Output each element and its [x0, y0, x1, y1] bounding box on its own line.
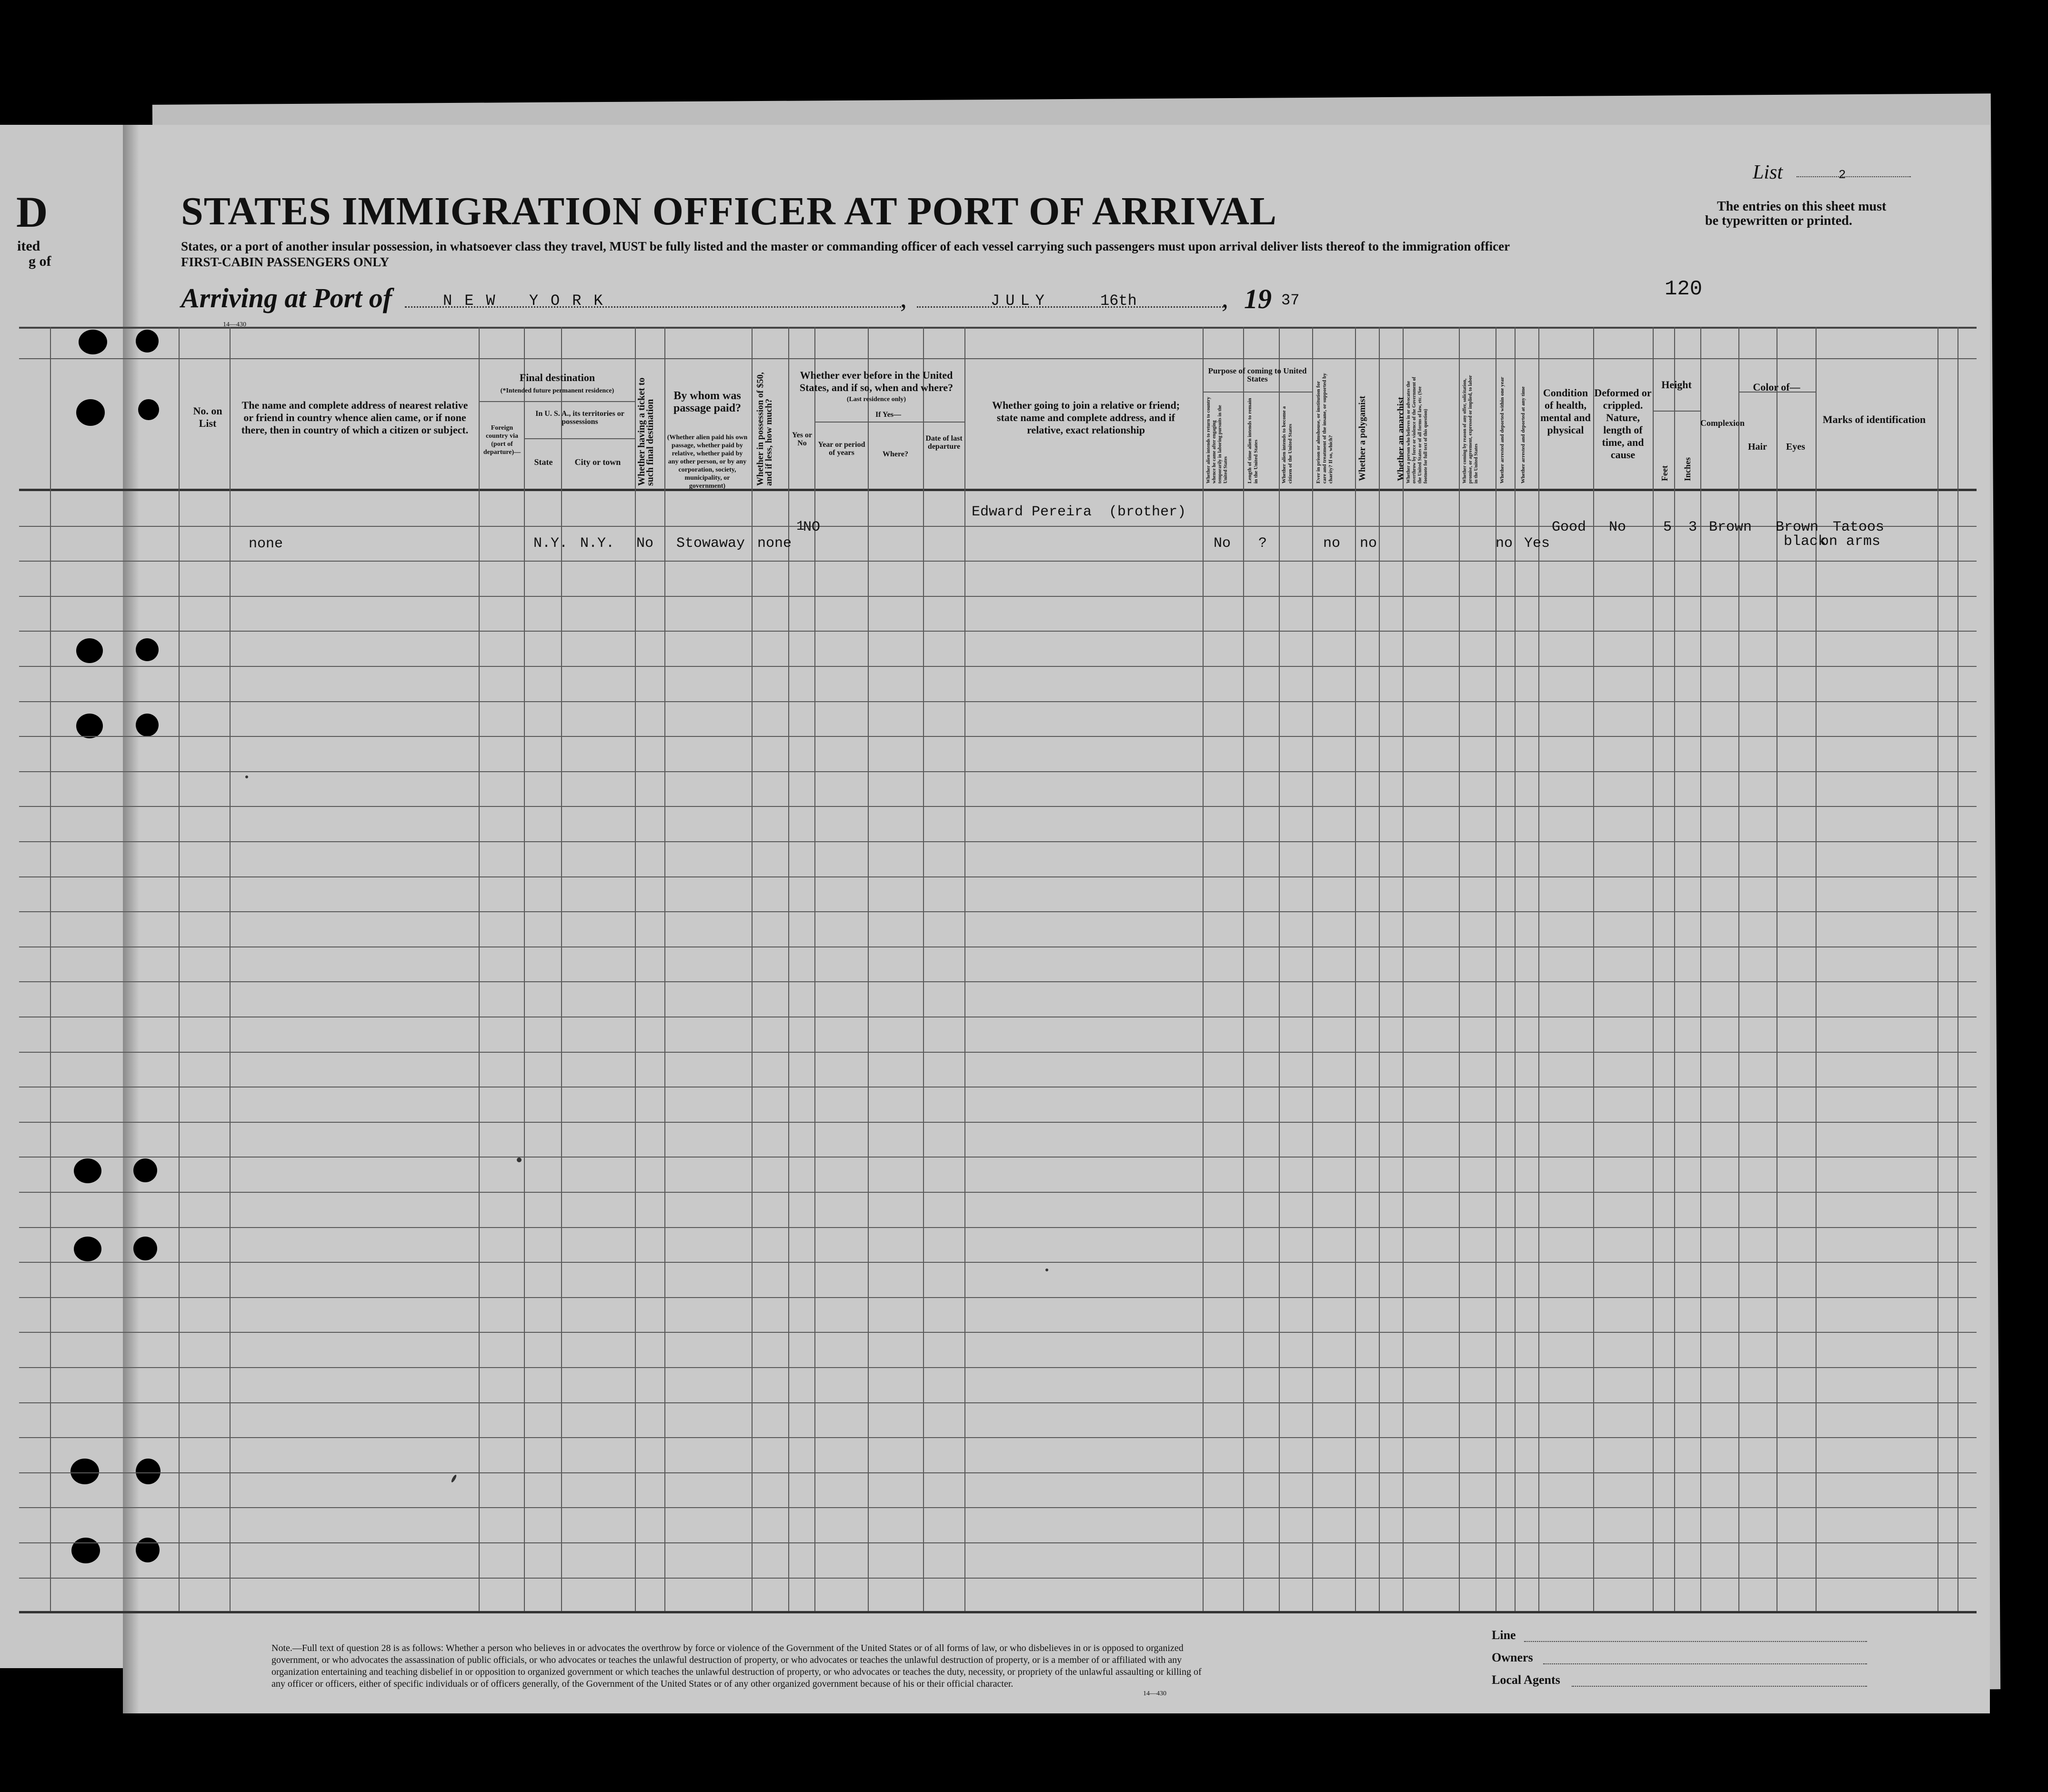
entry-length-of-stay: ? [1258, 535, 1267, 552]
manifest-sheet [123, 125, 1990, 1713]
row-rule [19, 1472, 1977, 1473]
separator: , [900, 284, 907, 313]
punch-hole [133, 1158, 157, 1182]
row-rule [19, 1367, 1977, 1368]
col22-ifyes: If Yes— [875, 411, 902, 419]
col26-header: Whether a polygamist [1357, 395, 1367, 481]
port-value: NEW YORK [443, 292, 615, 310]
list-number-line [1797, 176, 1911, 177]
column-rule [664, 327, 665, 1611]
row-rule [19, 1297, 1977, 1298]
header-subrule [1203, 392, 1312, 393]
row-rule [19, 561, 1977, 562]
row-rule [19, 981, 1977, 982]
column-rule [964, 327, 965, 1611]
left-fragment-letter: D [16, 188, 48, 236]
table-top-rule [19, 327, 1977, 329]
entry-marks: Tatoos [1833, 519, 1885, 535]
col31-header: Whether arrested and deported at any time [1520, 386, 1526, 483]
column-rule [1243, 327, 1244, 1611]
ink-speck [245, 775, 248, 778]
instructions-text: States, or a port of another insular possession, in whatsoever class they travel, MUST be fully listed and the master or commanding officer of each vessel carrying such passengers must upon arrival deliver lists thereof to the immigration officer [181, 239, 1510, 253]
col17-header: The name and complete address of nearest relative or friend in country whence alien came, or if none there, then in country of which a citizen or subject. [241, 399, 469, 436]
col29-header: Whether coming by reason of any offer, solicitation, promise, or agreement, expressed or implied, to labor in the United States [1462, 375, 1479, 483]
entry-deported-any: Yes [1524, 535, 1550, 552]
entry-prison: no [1323, 535, 1341, 552]
col22-year: Year or period of years [818, 441, 865, 457]
col22-note: (Last residence only) [846, 396, 906, 403]
row-rule [19, 1578, 1977, 1579]
col30-header: Whether arrested and deported within one year [1499, 377, 1505, 483]
col18-city: City or town [574, 457, 621, 467]
column-rule [179, 327, 180, 1611]
header-subrule [1653, 411, 1700, 412]
row-rule [19, 1262, 1977, 1263]
row-rule [19, 806, 1977, 807]
entry-complexion: Brown [1709, 519, 1752, 535]
entry-joining: Edward Pereira (brother) [972, 504, 1186, 520]
punch-hole [76, 714, 103, 738]
col37-header: Marks of identification [1822, 413, 1926, 425]
punch-hole [136, 1459, 161, 1484]
col24-header: Purpose of coming to United States [1208, 366, 1307, 383]
col24-return: Whether alien intends to return to country whence he came after engaging temporarily in laboring pursuits in the United States [1206, 397, 1228, 483]
column-rule [1459, 327, 1460, 1611]
column-rule [868, 327, 869, 1611]
form-number: 14—430 [1143, 1690, 1166, 1697]
entries-note: be typewritten or printed. [1705, 213, 1852, 228]
col33-header: Deformed or crippled. Nature, length of time, and cause [1594, 387, 1652, 461]
column-rule [1653, 327, 1654, 1611]
header-subrule [479, 401, 635, 402]
entry-return-intent: No [1214, 535, 1231, 552]
punch-hole [76, 399, 105, 426]
column-rule [1538, 327, 1539, 1611]
line-field [1524, 1641, 1867, 1642]
punch-hole [76, 638, 103, 663]
local-agents-label: Local Agents [1492, 1673, 1560, 1687]
local-agents-field [1572, 1686, 1867, 1687]
entry-hair: Brown [1776, 519, 1819, 535]
date-line [917, 306, 1226, 308]
col28-header: Whether a person who believes in or advocates the overthrow by force or violence of the Government of the United States or of all forms of law, etc. (See footnote for full text of this question) [1406, 377, 1428, 483]
col34-header: Height [1661, 379, 1692, 391]
punch-hole [133, 1237, 157, 1260]
ink-speck [1045, 1268, 1048, 1271]
punch-hole [74, 1237, 101, 1261]
col20-note: (Whether alien paid his own passage, whether paid by relative, whether paid by any other person, or by any corporation, society, municipality, or government) [667, 434, 748, 490]
punch-hole [138, 399, 159, 420]
entry-inches: 3 [1688, 519, 1697, 535]
column-rule [230, 327, 231, 1611]
row-rule [19, 841, 1977, 842]
column-number-rule [19, 358, 1977, 359]
col23-header: Whether going to join a relative or friend; state name and complete address, and if relative, exact relationship [992, 399, 1180, 436]
ink-speck [517, 1158, 522, 1162]
entry-marks: on arms [1820, 534, 1881, 550]
footnote: Note.—Full text of question 28 is as follows: Whether a person who believes in or advocates the overthrow by force or violence of the Government of the United States or of all forms of law, or who disbelieves in or is opposed to organized government, or who advocates the assassination of public officials, or who advocates or teaches the unlawful destruction of property, or who advocates or teaches the unlawful destruction of property, or is a member of or affiliated with any organization entertaining and teaching disbelief in or opposition to organized government or which teaches the unlawful destruction of property, or who advocates or teaches the duty, necessity, or propriety of the unlawful assaulting or killing of any officer or officers, either of specific individuals or of officers generally, of the Government of the United States or of any other organized government because of his or their official character. [271, 1643, 1202, 1689]
table-bottom-rule [19, 1611, 1977, 1613]
column-rule [479, 327, 480, 1611]
entry-deformed: No [1609, 519, 1626, 535]
col18-usa: In U. S. A., its territories or possessions [535, 410, 624, 426]
col21-header: Whether in possession of $50, and if less, how much? [755, 372, 774, 486]
row-rule [19, 876, 1977, 877]
entry-feet: 5 [1663, 519, 1672, 535]
col24-citizen: Whether alien intends to become a citizen of the United States [1281, 406, 1293, 483]
column-rule [50, 327, 51, 1611]
list-label: List [1753, 161, 1783, 183]
row-rule [19, 1542, 1977, 1543]
entry-before-mark: 1 [796, 519, 804, 534]
entry-money: none [757, 535, 792, 552]
punch-hole [71, 1538, 100, 1563]
year-suffix: 37 [1281, 292, 1300, 309]
column-rule [1515, 327, 1516, 1611]
col19-header: Whether having a ticket to such final destination [636, 377, 655, 486]
col22-yesno: Yes or No [792, 431, 813, 447]
punch-hole [136, 638, 159, 661]
column-rule [1379, 327, 1380, 1611]
punch-hole [136, 1538, 160, 1562]
col18-foreign: Foreign country via (port of departure)— [483, 424, 521, 456]
col34-feet: Feet [1660, 465, 1669, 481]
row-rule [19, 1052, 1977, 1053]
column-rule [1312, 327, 1313, 1611]
left-fragment-text: ited [17, 238, 40, 254]
row-rule [19, 526, 1977, 527]
col22-date: Date of last departure [925, 434, 963, 451]
col27-header: Whether an anarchist [1396, 397, 1406, 481]
arriving-label: Arriving at Port of [181, 282, 392, 313]
list-number: 2 [1838, 168, 1846, 182]
column-rule [561, 327, 562, 1611]
entry-polygamist: no [1360, 535, 1377, 552]
entry-state: N.Y. [533, 535, 568, 552]
punch-hole [136, 714, 159, 736]
col18-header: Final destination [519, 372, 595, 383]
col36-header: Color of— [1753, 381, 1800, 393]
row-rule [19, 596, 1977, 597]
row-rule [19, 1402, 1977, 1403]
entry-city: N.Y. [580, 535, 615, 552]
col25-header: Ever in prison or almshouse, or institution for care and treatment of the insane, or supported by charity? If so, which? [1315, 373, 1334, 483]
header-subrule [814, 422, 964, 423]
column-rule [1279, 327, 1280, 1611]
row-rule [19, 946, 1977, 947]
punch-hole [70, 1459, 99, 1484]
col22-where: Where? [883, 450, 908, 458]
col18-note: (*Intended future permanent residence) [500, 387, 614, 394]
header-subrule [524, 438, 635, 439]
column-rule [923, 327, 924, 1611]
row-rule [19, 771, 1977, 772]
row-rule [19, 1332, 1977, 1333]
col22-header: Whether ever before in the United States, and if so, when and where? [799, 369, 954, 393]
row-rule [19, 1227, 1977, 1228]
date-month: JULY [991, 292, 1050, 310]
row-rule [19, 1157, 1977, 1158]
col32-header: Condition of health, mental and physical [1540, 387, 1591, 436]
entry-ticket: No [636, 535, 654, 552]
punch-hole [79, 330, 107, 354]
year-prefix: 19 [1244, 283, 1272, 314]
column-rule [1700, 327, 1701, 1611]
punch-hole [74, 1158, 101, 1183]
entry-passage-paid-by: Stowaway [676, 535, 745, 552]
left-fragment-text: g of [29, 253, 51, 269]
row-rule [19, 1507, 1977, 1508]
entry-health: Good [1552, 519, 1586, 535]
row-rule [19, 701, 1977, 702]
entry-deported: no [1496, 535, 1513, 552]
col24-length: Length of time alien intends to remain in the United States [1247, 398, 1259, 483]
owners-label: Owners [1492, 1651, 1533, 1664]
row-rule [19, 911, 1977, 912]
column-rule [1355, 327, 1356, 1611]
entry-before-in-us: NO [803, 519, 821, 535]
form-number: 14—430 [223, 321, 246, 328]
entry-relative-abroad: none [249, 536, 283, 552]
col34-inches: Inches [1683, 457, 1692, 481]
column-rule [1403, 327, 1404, 1611]
column-rule [635, 327, 636, 1611]
row-rule [19, 1192, 1977, 1193]
row-rule [19, 736, 1977, 737]
col16-header: No. on List [193, 405, 222, 429]
page-title: STATES IMMIGRATION OFFICER AT PORT OF ARRIVAL [181, 189, 1277, 233]
row-rule [19, 631, 1977, 632]
column-rule [1593, 327, 1594, 1611]
column-rule [1203, 327, 1204, 1611]
row-rule [19, 1122, 1977, 1123]
page-number: 120 [1665, 277, 1703, 301]
owners-field [1543, 1663, 1867, 1664]
line-label: Line [1492, 1628, 1516, 1642]
left-page-fragment [0, 125, 133, 1668]
header-bottom-rule [19, 489, 1977, 491]
date-day: 16th [1100, 292, 1137, 310]
row-rule [19, 1437, 1977, 1438]
row-rule [19, 666, 1977, 667]
col18-state: State [534, 457, 553, 467]
passenger-class-label: FIRST-CABIN PASSENGERS ONLY [181, 255, 390, 269]
separator: , [1222, 284, 1228, 313]
punch-hole [136, 330, 159, 352]
col36-hair: Hair [1748, 442, 1767, 452]
punch-hole [60, 57, 76, 73]
column-rule [788, 327, 789, 1611]
column-rule [752, 327, 753, 1611]
col35-header: Complexion [1700, 418, 1745, 428]
column-rule [524, 327, 525, 1611]
col20-header: By whom was passage paid? [673, 390, 742, 414]
entries-note: The entries on this sheet must [1717, 199, 1887, 214]
entry-eyes: black [1784, 534, 1827, 550]
column-rule [1674, 327, 1675, 1611]
col36-eyes: Eyes [1786, 442, 1805, 452]
